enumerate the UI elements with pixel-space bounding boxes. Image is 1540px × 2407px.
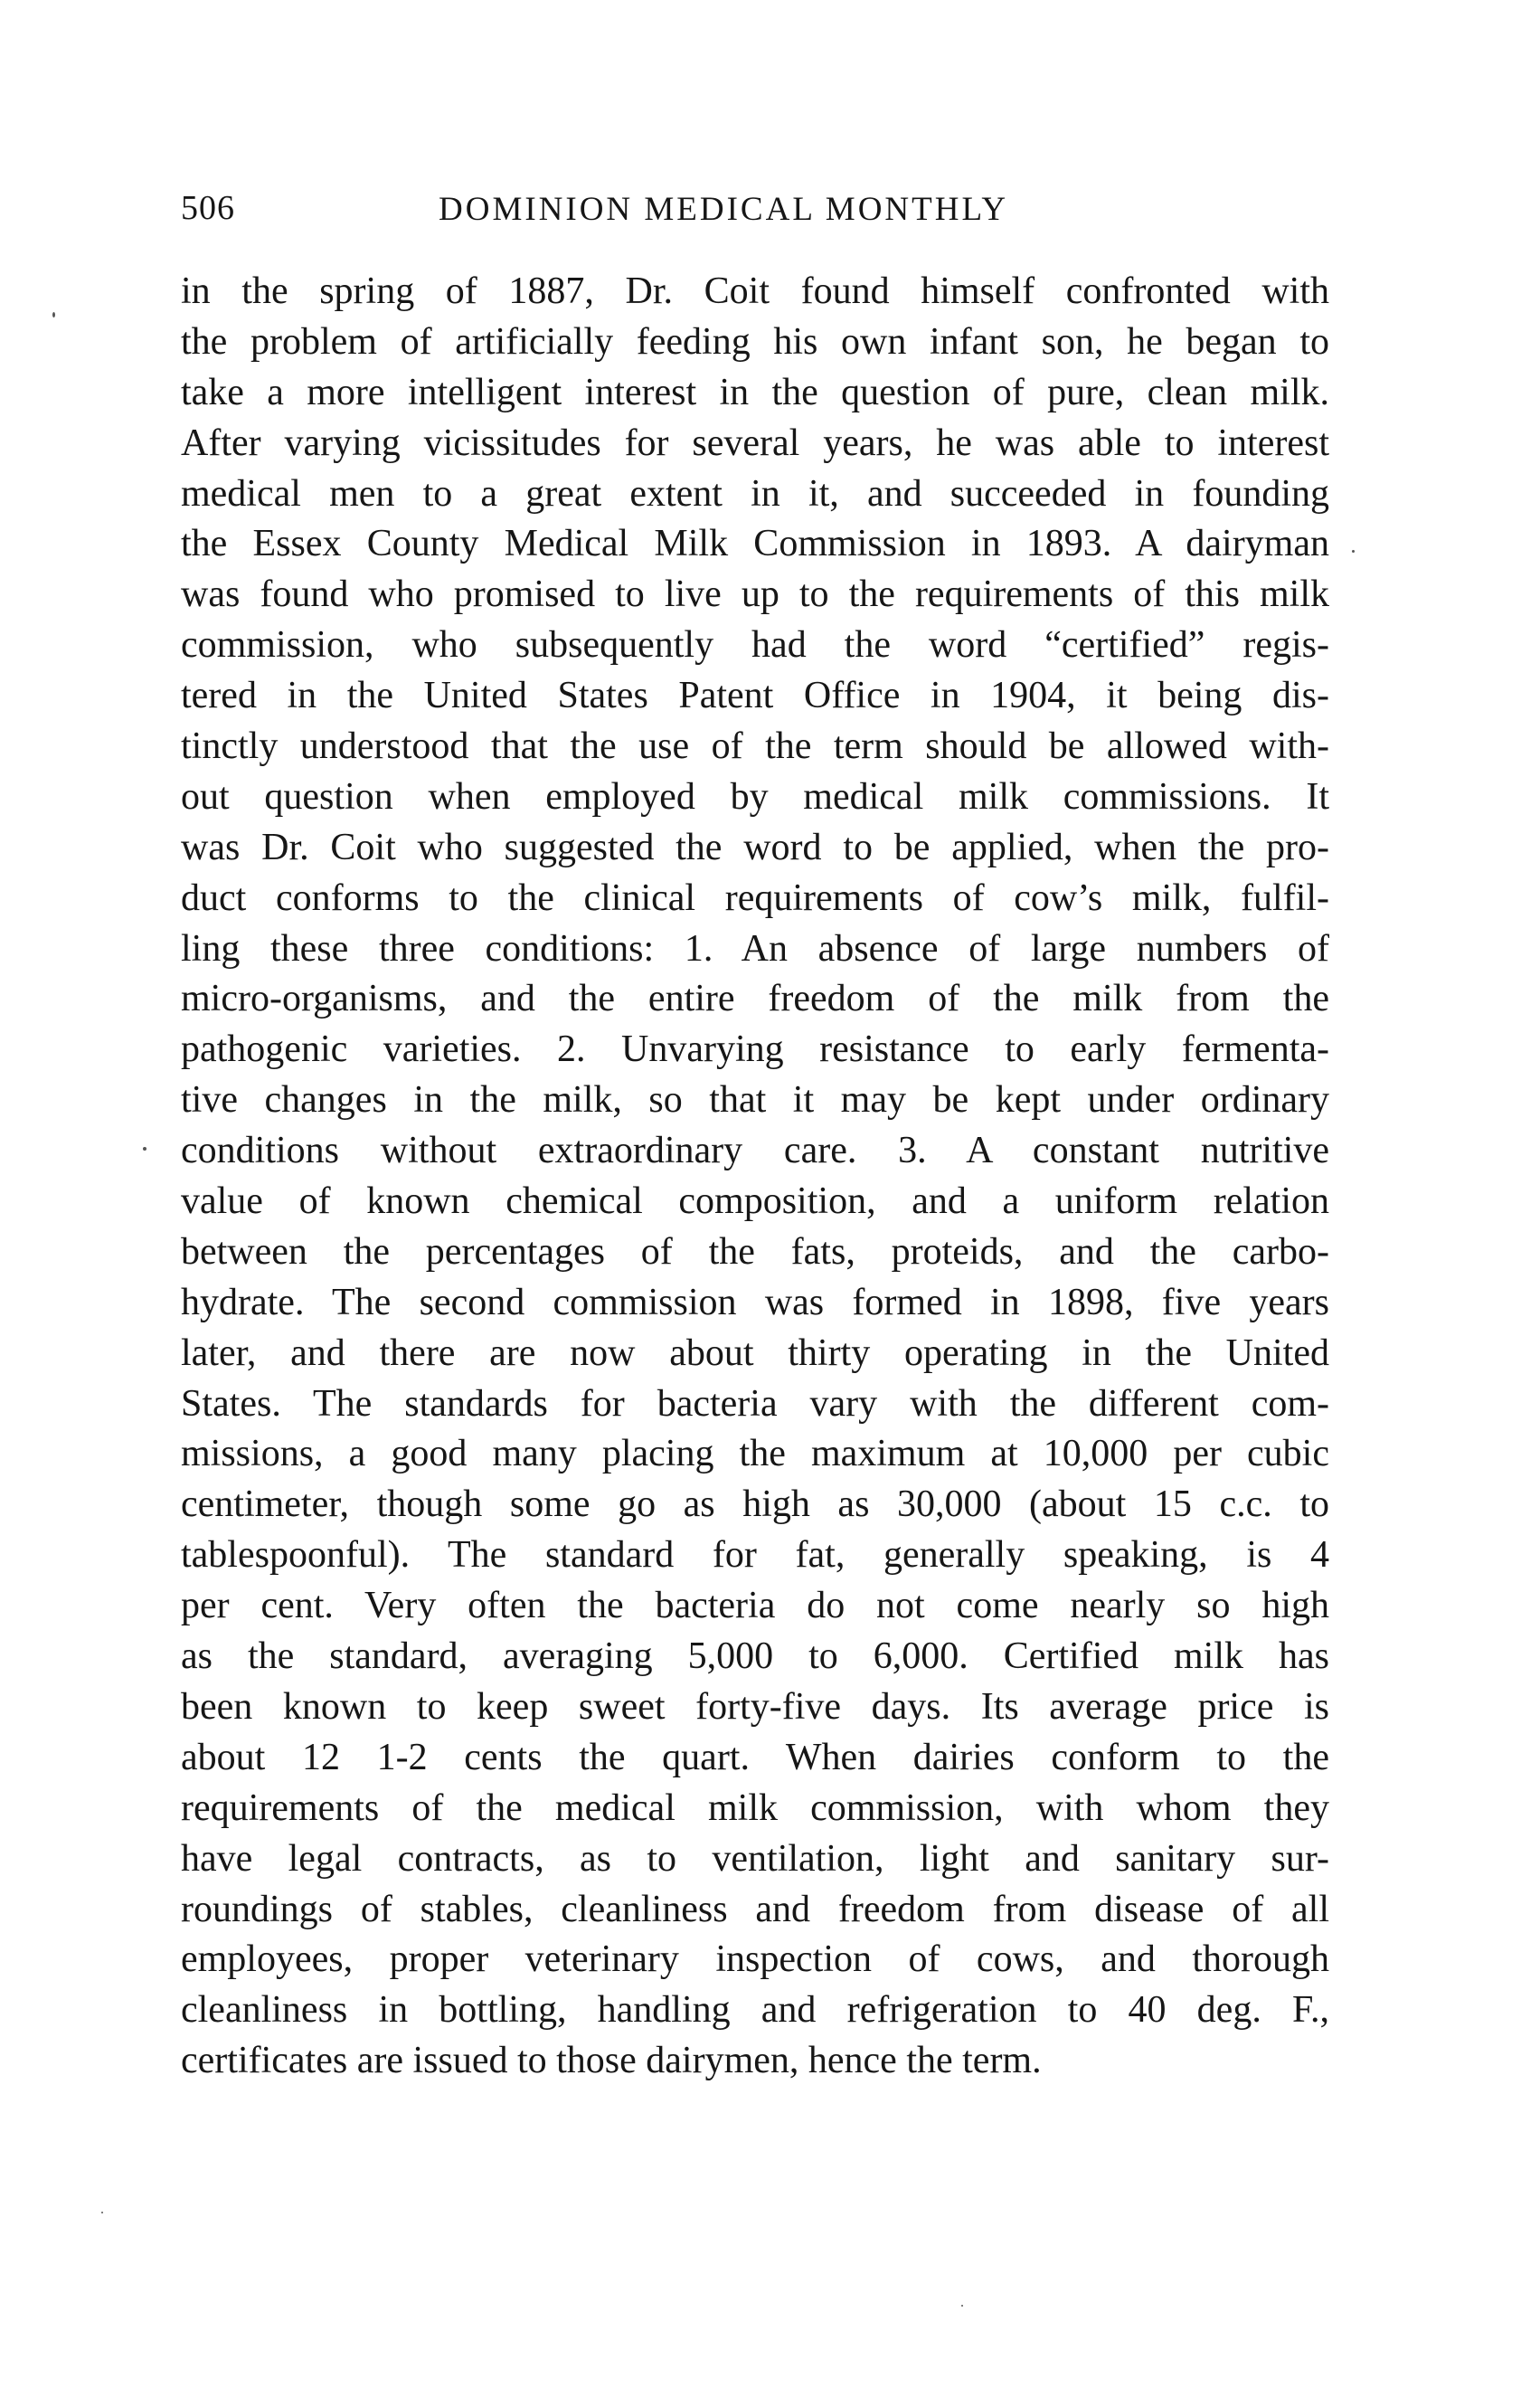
scan-speck bbox=[1352, 550, 1355, 553]
text-line: medical men to a great extent in it, and succeeded in founding bbox=[181, 472, 1329, 515]
text-line: between the percentages of the fats, proteids, and the carbo- bbox=[181, 1230, 1329, 1273]
text-line: take a more intelligent interest in the question of pure, clean milk. bbox=[181, 371, 1329, 413]
text-line: tive changes in the milk, so that it may be kept under ordinary bbox=[181, 1079, 1329, 1122]
text-line: After varying vicissitudes for several years, he was able to interest bbox=[181, 422, 1329, 464]
text-line: later, and there are now about thirty operating in the United bbox=[181, 1331, 1329, 1374]
text-line: tinctly understood that the use of the term should be allowed with- bbox=[181, 725, 1329, 768]
text-line: roundings of stables, cleanliness and freedom from disease of all bbox=[181, 1888, 1329, 1930]
text-line: value of known chemical composition, and a uniform relation bbox=[181, 1180, 1329, 1223]
body-text bbox=[181, 267, 1329, 2087]
text-line: centimeter, though some go as high as 30,000 (about 15 c.c. to bbox=[181, 1483, 1329, 1526]
text-line: commission, who subsequently had the word “certified” regis- bbox=[181, 624, 1329, 667]
text-line: employees, proper veterinary inspection of cows, and thorough bbox=[181, 1938, 1329, 1981]
text-line: the problem of artificially feeding his own infant son, he began to bbox=[181, 320, 1329, 363]
text-line: tablespoonful). The standard for fat, generally speaking, is 4 bbox=[181, 1534, 1329, 1577]
scan-speck bbox=[52, 312, 55, 317]
text-line: ling these three conditions: 1. An absence of large numbers of bbox=[181, 927, 1329, 970]
text-line: as the standard, averaging 5,000 to 6,000. Certified milk has bbox=[181, 1635, 1329, 1678]
text-line: States. The standards for bacteria vary with the different com- bbox=[181, 1382, 1329, 1425]
scan-speck bbox=[961, 2305, 963, 2307]
text-line: missions, a good many placing the maximum at 10,000 per cubic bbox=[181, 1433, 1329, 1475]
text-line: per cent. Very often the bacteria do not come nearly so high bbox=[181, 1585, 1329, 1627]
text-line: out question when employed by medical milk commissions. It bbox=[181, 775, 1329, 818]
page-number: 506 bbox=[181, 189, 235, 227]
text-line: tered in the United States Patent Office in 1904, it being dis- bbox=[181, 675, 1329, 717]
text-line: pathogenic varieties. 2. Unvarying resistance to early fermenta- bbox=[181, 1028, 1329, 1071]
text-line: was Dr. Coit who suggested the word to be applied, when the pro- bbox=[181, 826, 1329, 868]
text-line: have legal contracts, as to ventilation, light and sanitary sur- bbox=[181, 1837, 1329, 1880]
text-line: duct conforms to the clinical requirements of cow’s milk, fulfil- bbox=[181, 877, 1329, 919]
scan-speck bbox=[101, 2212, 103, 2213]
text-line: cleanliness in bottling, handling and refrigeration to 40 deg. F., bbox=[181, 1989, 1329, 2032]
text-line: conditions without extraordinary care. 3. A constant nutritive bbox=[181, 1130, 1329, 1172]
text-line: was found who promised to live up to the requirements of this milk bbox=[181, 573, 1329, 616]
text-line: micro-organisms, and the entire freedom of the milk from the bbox=[181, 978, 1329, 1020]
text-line: about 12 1-2 cents the quart. When dairies conform to the bbox=[181, 1736, 1329, 1778]
text-line: hydrate. The second commission was formed in 1898, five years bbox=[181, 1281, 1329, 1323]
text-line: requirements of the medical milk commission, with whom they bbox=[181, 1786, 1329, 1829]
scan-speck bbox=[143, 1147, 146, 1151]
text-line: been known to keep sweet forty-five days. Its average price is bbox=[181, 1685, 1329, 1728]
text-line: certificates are issued to those dairymen, hence the term. bbox=[181, 2040, 1042, 2082]
text-line: the Essex County Medical Milk Commission in 1893. A dairyman bbox=[181, 523, 1329, 565]
page-header bbox=[181, 188, 1375, 242]
text-line: in the spring of 1887, Dr. Coit found himself confronted with bbox=[181, 270, 1329, 312]
running-head: DOMINION MEDICAL MONTHLY bbox=[439, 191, 1009, 228]
